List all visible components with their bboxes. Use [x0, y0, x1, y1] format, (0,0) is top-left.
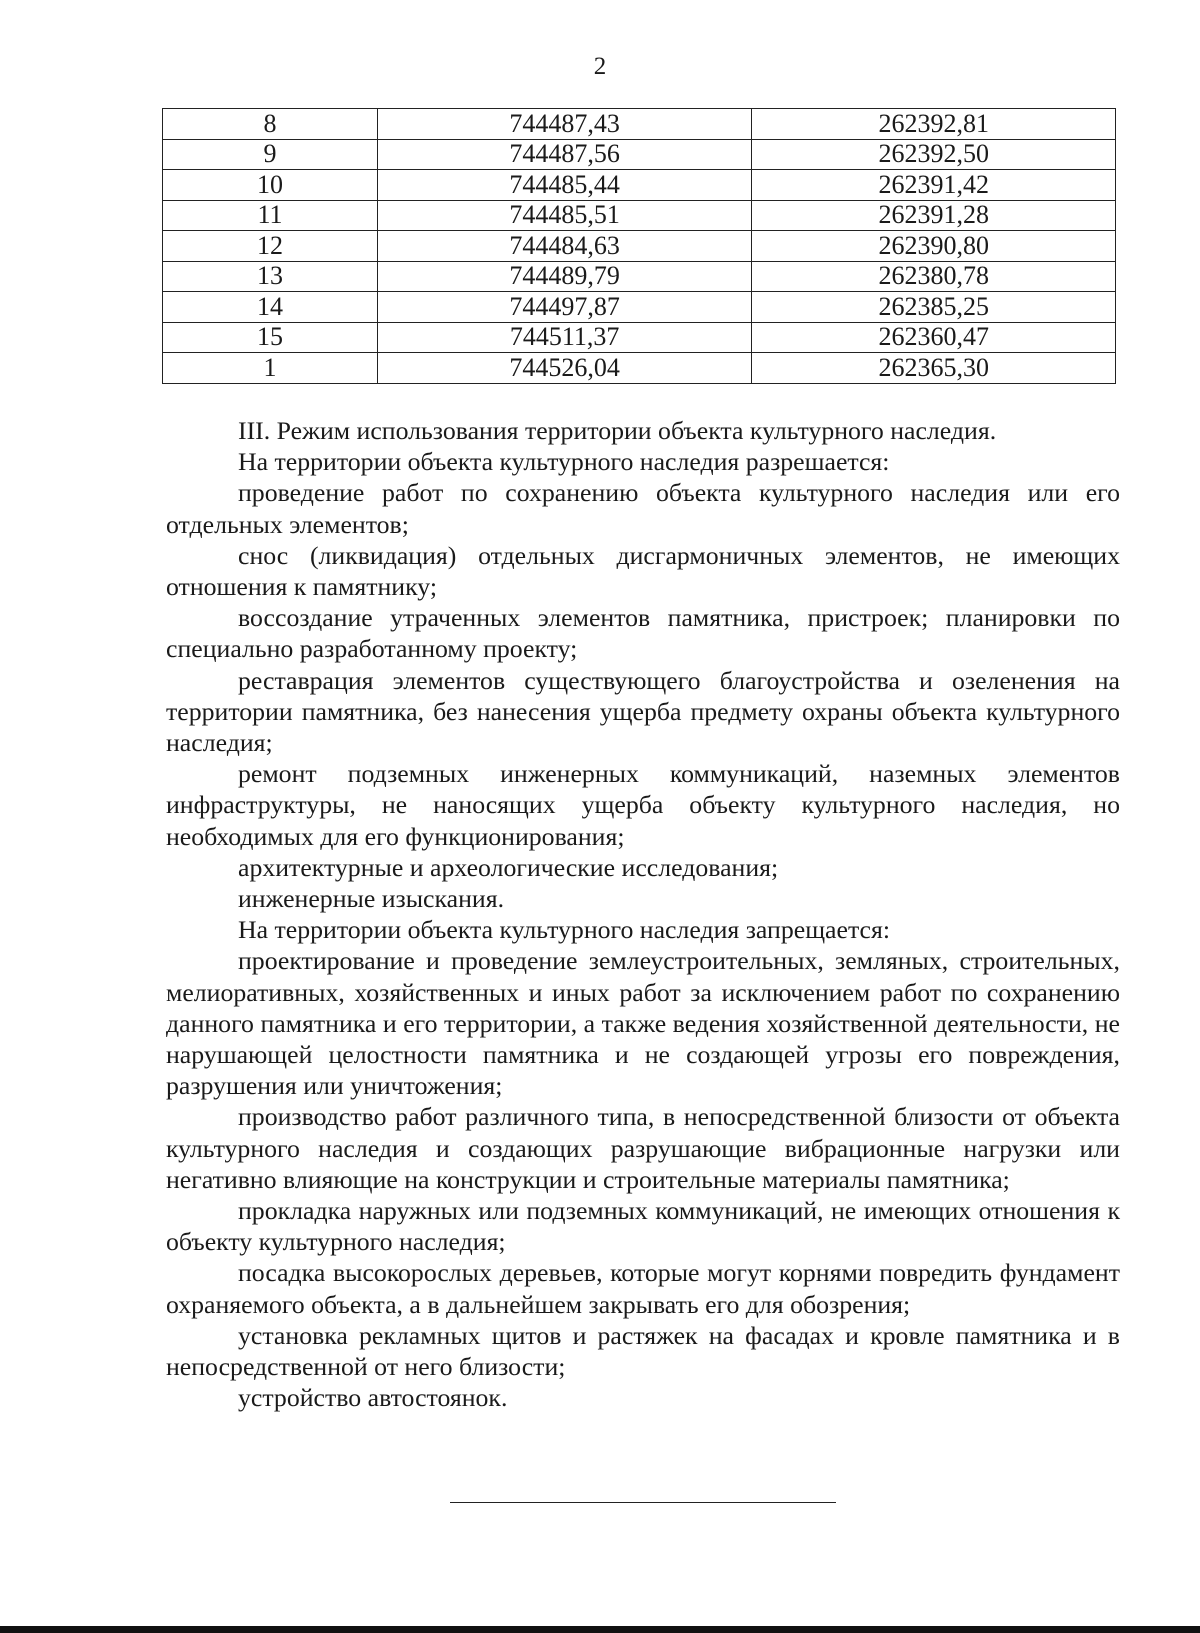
point-number-cell: 9: [163, 139, 378, 170]
allowed-item: архитектурные и археологические исследования;: [238, 852, 779, 882]
x-coordinate-cell: 744484,63: [377, 231, 752, 262]
y-coordinate-cell: 262385,25: [752, 292, 1116, 323]
end-of-document-rule: [450, 1502, 836, 1503]
table-row: [163, 261, 1116, 292]
prohibited-intro: На территории объекта культурного наследия запрещается:: [238, 915, 891, 945]
table-row: [163, 292, 1116, 323]
point-number-cell: 1: [163, 353, 378, 384]
allowed-item: ремонт подземных инженерных коммуникаций, наземных элементов инфраструктуры, не наносящих ущерба объекту культурного наследия, но необходимых для его функционирования;: [166, 759, 1120, 851]
x-coordinate-cell: 744487,56: [377, 139, 752, 170]
allowed-intro: На территории объекта культурного наследия разрешается:: [238, 447, 890, 477]
usage-regime-section: [166, 415, 1120, 1414]
y-coordinate-cell: 262365,30: [752, 353, 1116, 384]
allowed-item: проведение работ по сохранению объекта культурного наследия или его отдельных элементов;: [166, 478, 1120, 539]
scan-bottom-edge: [0, 1626, 1200, 1633]
table-row: [163, 353, 1116, 384]
x-coordinate-cell: 744485,44: [377, 170, 752, 201]
y-coordinate-cell: 262390,80: [752, 231, 1116, 262]
table-row: [163, 231, 1116, 262]
x-coordinate-cell: 744497,87: [377, 292, 752, 323]
prohibited-item: устройство автостоянок.: [238, 1383, 508, 1413]
section-heading: III. Режим использования территории объекта культурного наследия.: [238, 416, 997, 445]
prohibited-item: проектирование и проведение землеустроительных, земляных, строительных, мелиоративных, хозяйственных и иных работ за исключением работ по сохранению данного памятника и его территории, а также ведения хозяйственной деятельности, не нарушающей целостности памятника и не создающей угрозы его повреждения, разрушения или уничтожения;: [166, 946, 1120, 1101]
y-coordinate-cell: 262380,78: [752, 261, 1116, 292]
y-coordinate-cell: 262392,81: [752, 109, 1116, 140]
point-number-cell: 8: [163, 109, 378, 140]
coordinates-table: [162, 108, 1116, 384]
y-coordinate-cell: 262391,28: [752, 200, 1116, 231]
prohibited-item: прокладка наружных или подземных коммуникаций, не имеющих отношения к объекту культурного наследия;: [166, 1196, 1120, 1257]
point-number-cell: 14: [163, 292, 378, 323]
point-number-cell: 11: [163, 200, 378, 231]
allowed-item: реставрация элементов существующего благоустройства и озеленения на территории памятника, без нанесения ущерба предмету охраны объекта культурного наследия;: [166, 665, 1120, 758]
x-coordinate-cell: 744485,51: [377, 200, 752, 231]
point-number-cell: 15: [163, 322, 378, 353]
page-number: 2: [593, 53, 607, 80]
table-row: [163, 322, 1116, 353]
allowed-item: снос (ликвидация) отдельных дисгармоничных элементов, не имеющих отношения к памятнику;: [166, 540, 1120, 602]
table-row: [163, 170, 1116, 201]
table-row: [163, 109, 1116, 140]
point-number-cell: 10: [163, 170, 378, 201]
prohibited-item: установка рекламных щитов и растяжек на фасадах и кровле памятника и в непосредственной от него близости;: [166, 1320, 1120, 1382]
table-row: [163, 200, 1116, 231]
y-coordinate-cell: 262360,47: [752, 322, 1116, 353]
allowed-item: воссоздание утраченных элементов памятника, пристроек; планировки по специально разработанному проекту;: [166, 603, 1120, 664]
y-coordinate-cell: 262392,50: [752, 139, 1116, 170]
point-number-cell: 13: [163, 261, 378, 292]
x-coordinate-cell: 744489,79: [377, 261, 752, 292]
x-coordinate-cell: 744487,43: [377, 109, 752, 140]
table-row: [163, 139, 1116, 170]
point-number-cell: 12: [163, 231, 378, 262]
allowed-item: инженерные изыскания.: [238, 884, 505, 914]
prohibited-item: посадка высокорослых деревьев, которые могут корнями повредить фундамент охраняемого объекта, а в дальнейшем закрывать его для обозрения;: [166, 1258, 1120, 1319]
x-coordinate-cell: 744511,37: [377, 322, 752, 353]
y-coordinate-cell: 262391,42: [752, 170, 1116, 201]
x-coordinate-cell: 744526,04: [377, 353, 752, 384]
prohibited-item: производство работ различного типа, в непосредственной близости от объекта культурного наследия и создающих разрушающие вибрационные нагрузки или негативно влияющие на конструкции и строительные материалы памятника;: [166, 1102, 1120, 1194]
